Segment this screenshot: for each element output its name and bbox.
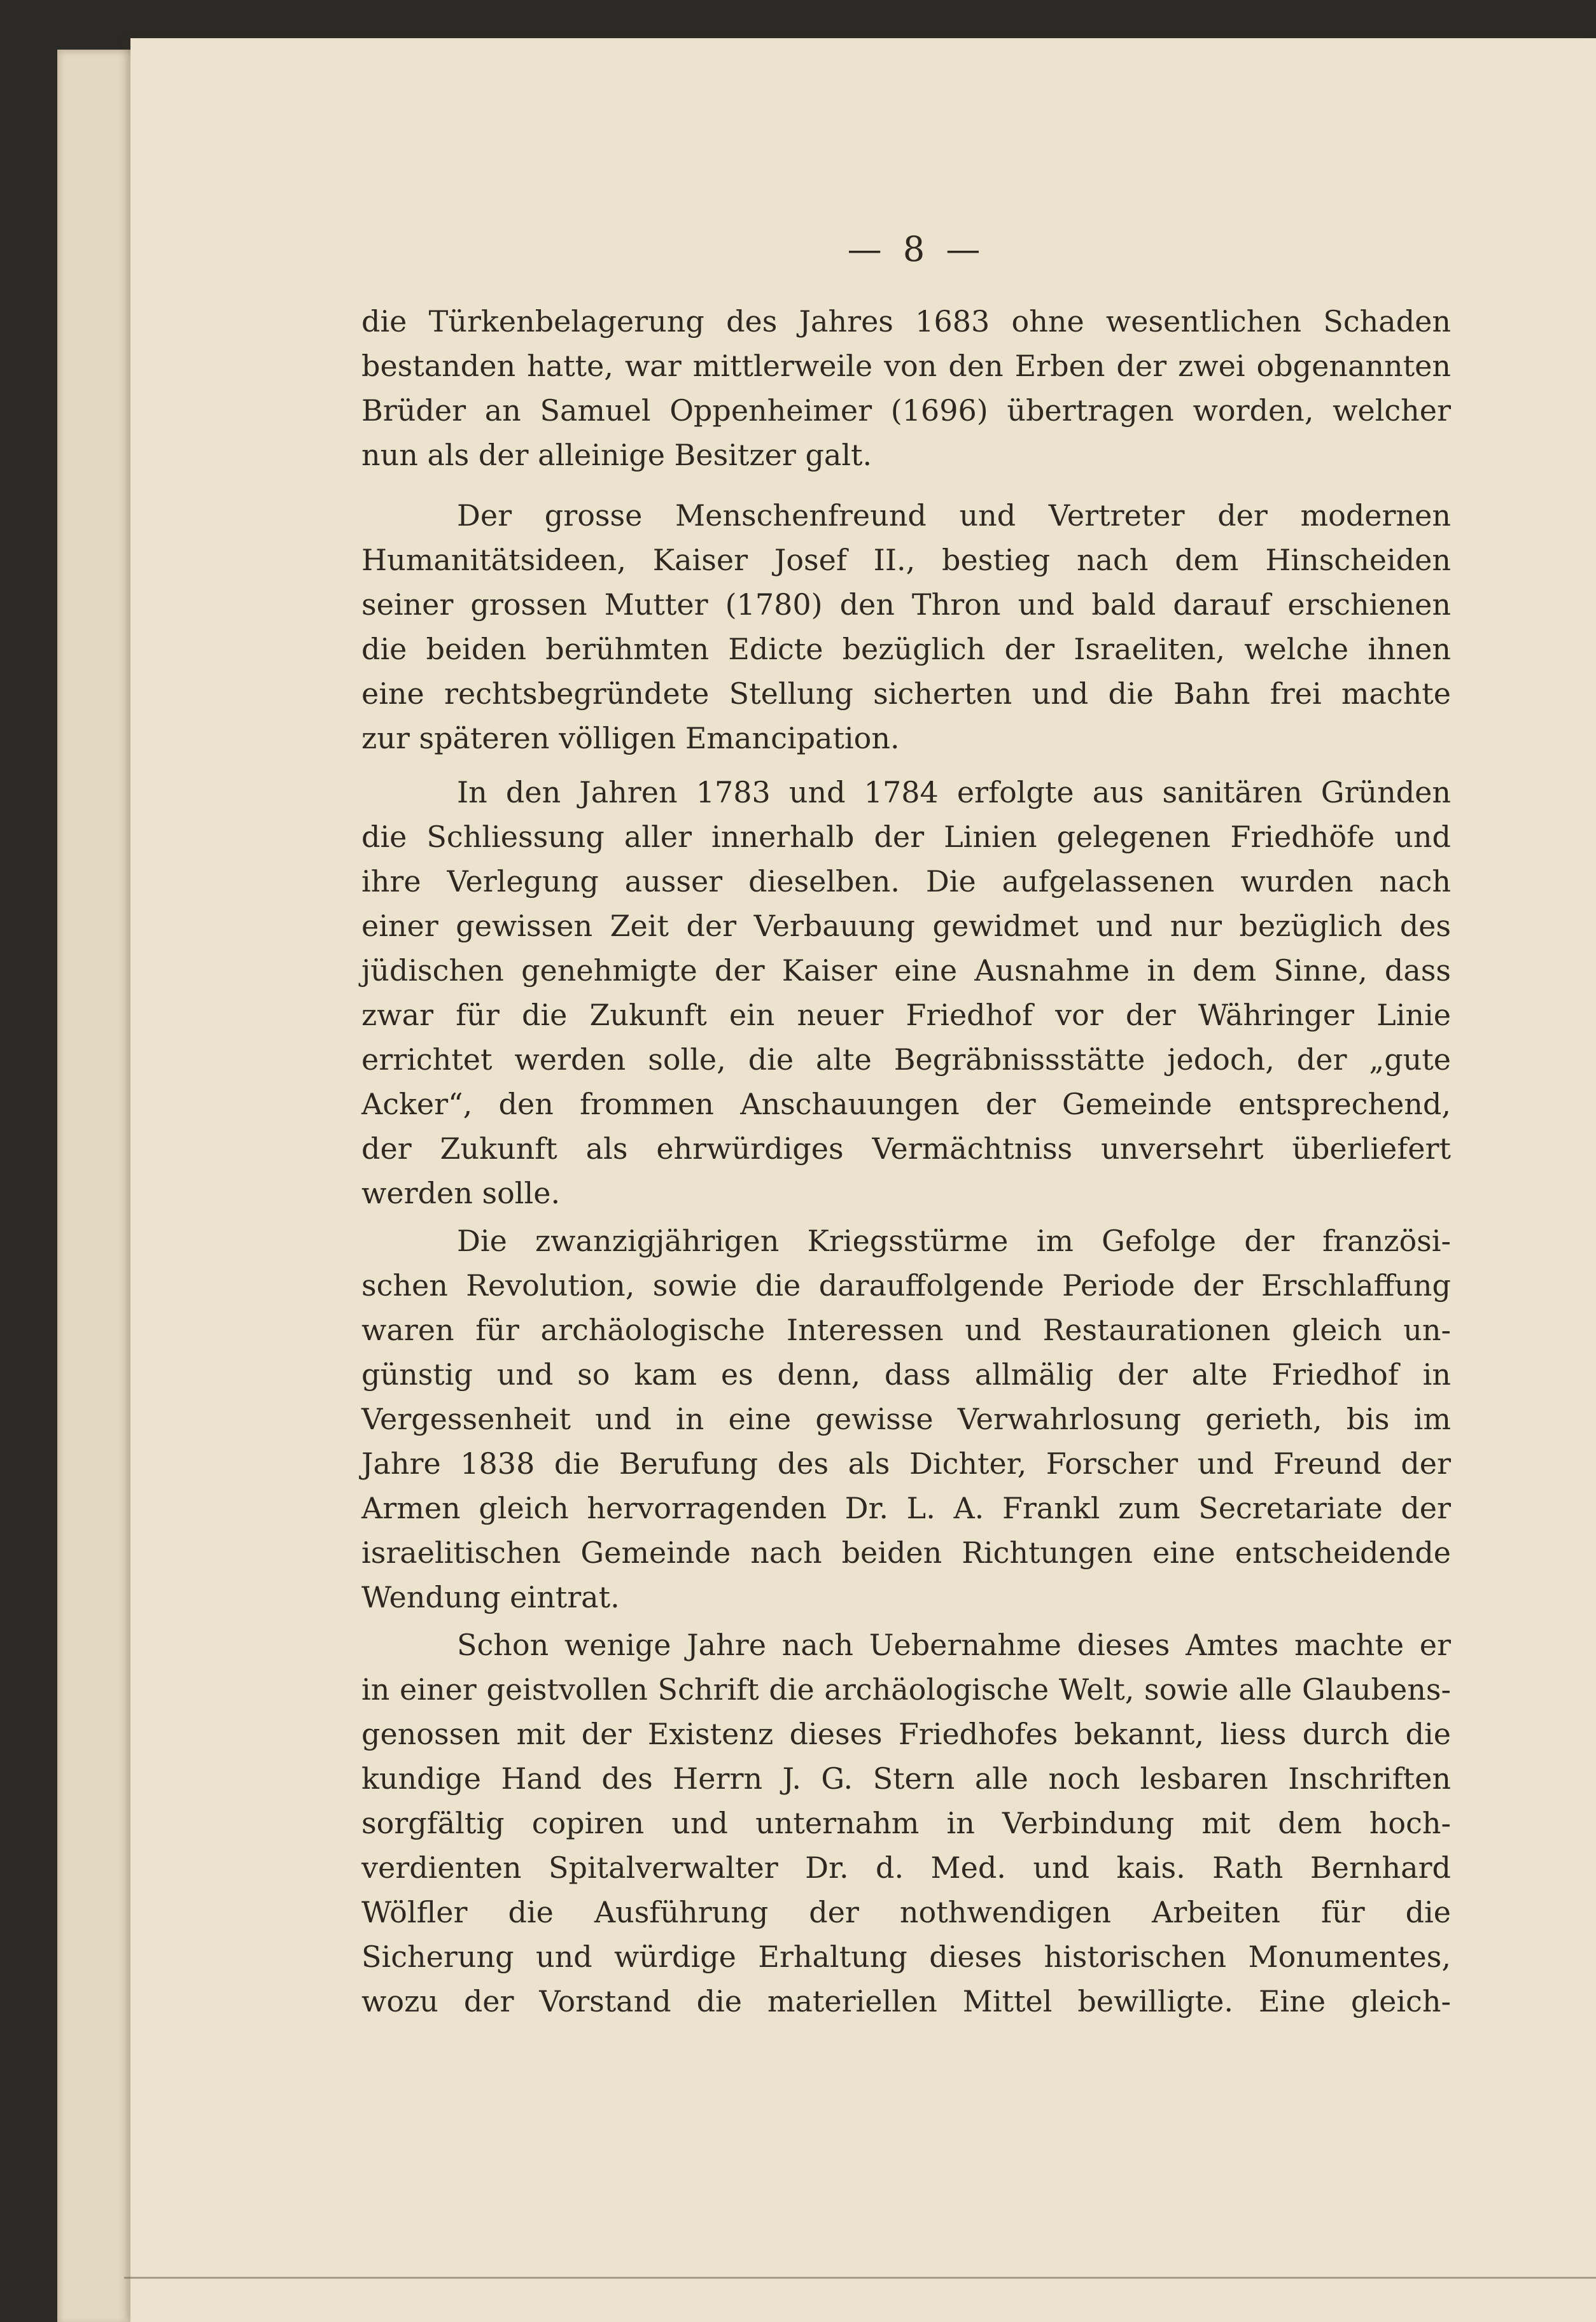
bottom-edge-line bbox=[124, 2277, 1596, 2279]
text-line: wozu der Vorstand die materiellen Mittel bewilligte. Eine gleich- bbox=[361, 1984, 1451, 2018]
text-line: ihre Verlegung ausser dieselben. Die aufgelassenen wurden nach bbox=[361, 864, 1451, 899]
text-line: Die zwanzigjährigen Kriegsstürme im Gefolge der französi- bbox=[457, 1224, 1451, 1258]
text-line: zur späteren völligen Emancipation. bbox=[361, 721, 900, 755]
text-line: Brüder an Samuel Oppenheimer (1696) übertragen worden, welcher bbox=[361, 393, 1451, 428]
text-line: zwar für die Zukunft ein neuer Friedhof vor der Währinger Linie bbox=[361, 998, 1451, 1032]
text-line: Wölfler die Ausführung der nothwendigen Arbeiten für die bbox=[361, 1895, 1451, 1929]
text-line: nun als der alleinige Besitzer galt. bbox=[361, 438, 872, 472]
text-line: Jahre 1838 die Berufung des als Dichter, Forscher und Freund der bbox=[361, 1446, 1451, 1481]
text-line: genossen mit der Existenz dieses Friedhofes bekannt, liess durch die bbox=[361, 1717, 1451, 1751]
text-line: einer gewissen Zeit der Verbauung gewidmet und nur bezüglich des bbox=[361, 909, 1451, 943]
text-line: eine rechtsbegründete Stellung sicherten und die Bahn frei machte bbox=[361, 676, 1451, 711]
text-line: der Zukunft als ehrwürdiges Vermächtniss unversehrt überliefert bbox=[361, 1131, 1451, 1166]
text-line: verdienten Spitalverwalter Dr. d. Med. und kais. Rath Bernhard bbox=[361, 1850, 1451, 1885]
text-line: Sicherung und würdige Erhaltung dieses historischen Monumentes, bbox=[361, 1940, 1451, 1974]
text-line: Schon wenige Jahre nach Uebernahme dieses Amtes machte er bbox=[457, 1628, 1451, 1662]
text-line: jüdischen genehmigte der Kaiser eine Ausnahme in dem Sinne, dass bbox=[361, 953, 1451, 988]
text-line: die beiden berühmten Edicte bezüglich der Israeliten, welche ihnen bbox=[361, 632, 1451, 666]
text-line: werden solle. bbox=[361, 1176, 561, 1210]
text-line: israelitischen Gemeinde nach beiden Richtungen eine entscheidende bbox=[361, 1535, 1451, 1570]
text-line: günstig und so kam es denn, dass allmälig der alte Friedhof in bbox=[361, 1357, 1451, 1392]
text-line: die Türkenbelagerung des Jahres 1683 ohne wesentlichen Schaden bbox=[361, 304, 1451, 339]
text-line: Acker“, den frommen Anschauungen der Gemeinde entsprechend, bbox=[361, 1087, 1451, 1121]
text-line: Der grosse Menschenfreund und Vertreter der modernen bbox=[457, 498, 1451, 533]
text-line: errichtet werden solle, die alte Begräbnissstätte jedoch, der „gute bbox=[361, 1042, 1451, 1077]
text-line: waren für archäologische Interessen und Restaurationen gleich un- bbox=[361, 1313, 1451, 1347]
text-line: in einer geistvollen Schrift die archäologische Welt, sowie alle Glaubens- bbox=[361, 1672, 1451, 1707]
page-number: — 8 — bbox=[847, 229, 986, 269]
text-line: bestanden hatte, war mittlerweile von den Erben der zwei obgenannten bbox=[361, 349, 1451, 383]
text-line: seiner grossen Mutter (1780) den Thron und bald darauf erschienen bbox=[361, 587, 1451, 622]
text-line: die Schliessung aller innerhalb der Linien gelegenen Friedhöfe und bbox=[361, 820, 1451, 854]
text-line: Humanitätsideen, Kaiser Josef II., bestieg nach dem Hinscheiden bbox=[361, 543, 1451, 577]
text-line: Wendung eintrat. bbox=[361, 1580, 620, 1614]
text-line: Armen gleich hervorragenden Dr. L. A. Frankl zum Secretariate der bbox=[361, 1491, 1451, 1525]
text-line: Vergessenheit und in eine gewisse Verwahrlosung gerieth, bis im bbox=[361, 1402, 1451, 1436]
text-line: sorgfältig copiren und unternahm in Verbindung mit dem hoch- bbox=[361, 1806, 1451, 1840]
text-line: In den Jahren 1783 und 1784 erfolgte aus sanitären Gründen bbox=[457, 775, 1451, 809]
text-line: kundige Hand des Herrn J. G. Stern alle noch lesbaren Inschriften bbox=[361, 1761, 1451, 1796]
text-line: schen Revolution, sowie die darauffolgende Periode der Erschlaffung bbox=[361, 1268, 1451, 1303]
